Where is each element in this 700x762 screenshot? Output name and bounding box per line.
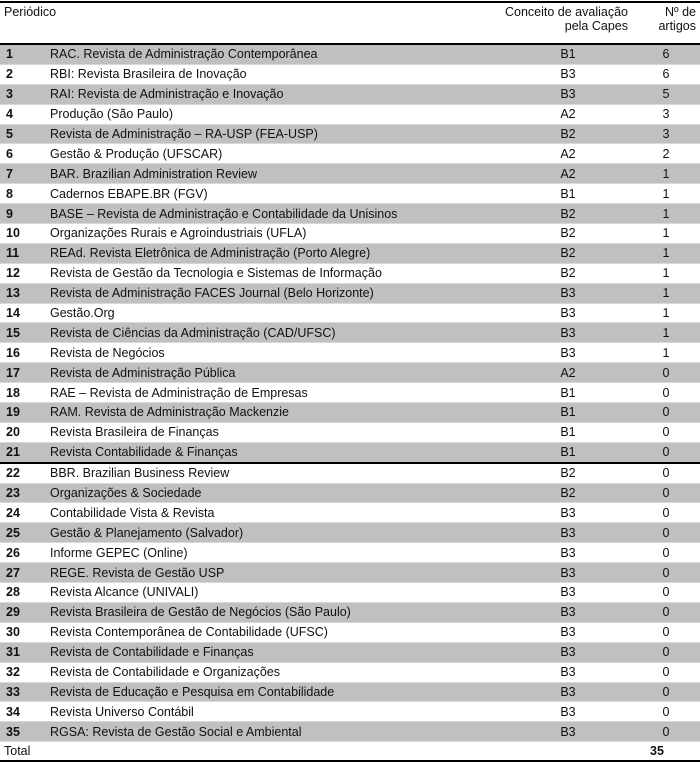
row-number: 15: [6, 325, 20, 340]
capes-rating: B2: [560, 206, 576, 221]
article-count: 1: [662, 206, 670, 221]
table-row: [0, 343, 700, 363]
capes-rating: B3: [560, 565, 576, 580]
capes-rating: B1: [560, 47, 576, 62]
table-row: [0, 602, 700, 622]
table-row: [0, 204, 700, 224]
journal-name: Revista Contemporânea de Contabilidade (UFSC): [50, 625, 328, 640]
row-number: 12: [6, 266, 20, 281]
table-row: [0, 682, 700, 702]
capes-rating: B3: [560, 67, 576, 82]
table-row: [0, 104, 700, 124]
capes-rating: B3: [560, 684, 576, 699]
row-number: 27: [6, 565, 20, 580]
table-row: [0, 44, 700, 64]
total-row: [0, 742, 700, 762]
capes-rating: B3: [560, 345, 576, 360]
capes-rating: B3: [560, 605, 576, 620]
journal-name: Revista Universo Contábil: [50, 704, 194, 719]
article-count: 6: [662, 47, 670, 62]
table-row: [0, 303, 700, 323]
table-row: [0, 523, 700, 543]
journal-name: Revista de Administração Pública: [50, 365, 236, 380]
article-count: 1: [662, 226, 670, 241]
article-count: 3: [662, 127, 670, 141]
row-number: 20: [6, 425, 20, 440]
capes-rating: B1: [560, 445, 576, 460]
table-row: [0, 84, 700, 104]
journal-name: Produção (São Paulo): [50, 107, 173, 122]
row-number: 35: [6, 724, 20, 739]
row-number: 33: [6, 684, 20, 699]
row-number: 2: [6, 67, 13, 82]
article-count: 1: [662, 186, 670, 201]
capes-rating: B3: [560, 645, 576, 660]
journal-name: RAC. Revista de Administração Contemporânea: [50, 47, 318, 62]
table-row: [0, 622, 700, 642]
journal-name: RAE – Revista de Administração de Empresas: [50, 385, 308, 400]
row-number: 13: [6, 286, 20, 301]
table-row: [0, 563, 700, 583]
row-number: 18: [6, 385, 20, 400]
article-count: 6: [662, 67, 670, 82]
row-number: 29: [6, 605, 20, 620]
article-count: 1: [662, 325, 670, 340]
journal-name: RGSA: Revista de Gestão Social e Ambiental: [50, 724, 302, 739]
capes-rating: B2: [560, 266, 576, 281]
row-number: 11: [6, 246, 20, 261]
row-number: 14: [6, 306, 20, 321]
header-conceito-line1: Conceito de avaliação: [505, 5, 628, 19]
article-count: 5: [662, 87, 670, 102]
journal-name: Gestão.Org: [50, 306, 115, 321]
journal-name: Revista de Negócios: [50, 345, 165, 360]
table-row: [0, 543, 700, 563]
capes-rating: B3: [560, 704, 576, 719]
capes-rating: B2: [560, 246, 576, 261]
capes-rating: B2: [560, 226, 576, 241]
table-row: [0, 243, 700, 263]
capes-rating: B1: [560, 425, 576, 440]
article-count: 1: [662, 266, 670, 281]
capes-rating: B2: [560, 486, 576, 501]
table-row: [0, 403, 700, 423]
article-count: 0: [662, 605, 670, 620]
row-number: 6: [6, 146, 13, 161]
table-row: [0, 64, 700, 84]
article-count: 1: [662, 306, 670, 321]
article-count: 0: [662, 625, 670, 640]
row-number: 10: [6, 226, 20, 241]
journal-name: Revista de Administração FACES Journal (Belo Horizonte): [50, 286, 374, 301]
journal-name: Gestão & Planejamento (Salvador): [50, 525, 244, 540]
header-periodico: Periódico: [4, 5, 57, 19]
article-count: 0: [662, 466, 670, 481]
article-count: 0: [662, 405, 670, 420]
journal-name: BAR. Brazilian Administration Review: [50, 166, 258, 181]
journal-name: Revista Contabilidade & Finanças: [50, 445, 238, 460]
table-row: [0, 583, 700, 603]
article-count: 0: [662, 486, 670, 501]
capes-rating: B3: [560, 625, 576, 640]
article-count: 1: [662, 166, 670, 181]
row-number: 24: [6, 505, 20, 520]
row-number: 22: [6, 466, 20, 481]
journal-name: Revista de Ciências da Administração (CAD/UFSC): [50, 325, 336, 340]
table-row: [0, 383, 700, 403]
row-number: 8: [6, 186, 13, 201]
total-label: Total: [4, 744, 31, 759]
journal-name: Revista de Educação e Pesquisa em Contabilidade: [50, 684, 335, 699]
table-row: [0, 323, 700, 343]
table-row: [0, 363, 700, 383]
table-row: [0, 164, 700, 184]
table-row: [0, 144, 700, 164]
journal-name: Revista Brasileira de Gestão de Negócios (São Paulo): [50, 605, 351, 620]
capes-rating: A2: [560, 146, 576, 161]
journal-name: Revista de Gestão da Tecnologia e Sistemas de Informação: [50, 266, 382, 281]
article-count: 0: [662, 684, 670, 699]
table-row: [0, 702, 700, 722]
row-number: 30: [6, 625, 20, 640]
table-row: [0, 263, 700, 283]
article-count: 0: [662, 545, 670, 560]
capes-rating: B1: [560, 385, 576, 400]
journal-name: Contabilidade Vista & Revista: [50, 505, 215, 520]
article-count: 0: [662, 525, 670, 540]
journal-name: BASE – Revista de Administração e Contabilidade da Unisinos: [50, 206, 398, 221]
article-count: 0: [662, 445, 670, 460]
table-row: [0, 463, 700, 483]
journal-name: Organizações Rurais e Agroindustriais (UFLA): [50, 226, 307, 241]
journal-name: Revista de Contabilidade e Organizações: [50, 665, 280, 680]
row-number: 16: [6, 345, 20, 360]
journal-name: RAM. Revista de Administração Mackenzie: [50, 405, 289, 420]
capes-rating: B3: [560, 665, 576, 680]
article-count: 0: [662, 704, 670, 719]
total-value: 35: [650, 744, 664, 759]
article-count: 0: [662, 425, 670, 440]
capes-rating: B3: [560, 87, 576, 102]
article-count: 0: [662, 505, 670, 520]
article-count: 2: [662, 146, 670, 161]
row-number: 4: [6, 107, 13, 122]
capes-rating: B2: [560, 127, 576, 141]
journal-name: Informe GEPEC (Online): [50, 545, 188, 560]
table-row: [0, 503, 700, 523]
capes-rating: B1: [560, 405, 576, 420]
table-row: [0, 422, 700, 442]
article-count: 0: [662, 565, 670, 580]
header-artigos-line1: Nº de: [665, 5, 696, 19]
row-number: 23: [6, 486, 20, 501]
journal-name: Gestão & Produção (UFSCAR): [50, 146, 223, 161]
journal-name: RBI: Revista Brasileira de Inovação: [50, 67, 247, 82]
journal-name: Revista Brasileira de Finanças: [50, 425, 219, 440]
row-number: 9: [6, 206, 13, 221]
header-conceito: [458, 2, 632, 44]
row-number: 7: [6, 166, 13, 181]
row-number: 3: [6, 87, 13, 102]
article-count: 0: [662, 645, 670, 660]
capes-rating: B3: [560, 306, 576, 321]
header-artigos-line2: artigos: [658, 19, 696, 33]
table-row: [0, 722, 700, 742]
article-count: 0: [662, 665, 670, 680]
journal-name: REAd. Revista Eletrônica de Administração (Porto Alegre): [50, 246, 371, 261]
journal-name: Revista de Administração – RA-USP (FEA-USP): [50, 127, 318, 141]
capes-rating: B3: [560, 505, 576, 520]
journal-name: Organizações & Sociedade: [50, 486, 202, 501]
row-number: 32: [6, 665, 20, 680]
article-count: 3: [662, 107, 670, 122]
row-number: 1: [6, 47, 13, 62]
capes-rating: B3: [560, 325, 576, 340]
journal-name: BBR. Brazilian Business Review: [50, 466, 230, 481]
article-count: 1: [662, 286, 670, 301]
article-count: 1: [662, 246, 670, 261]
table-row: [0, 124, 700, 144]
row-number: 5: [6, 127, 13, 141]
row-number: 19: [6, 405, 20, 420]
row-number: 21: [6, 445, 20, 460]
row-number: 26: [6, 545, 20, 560]
row-number: 25: [6, 525, 20, 540]
journal-name: Revista Alcance (UNIVALI): [50, 585, 199, 600]
capes-rating: B2: [560, 466, 576, 481]
table-row: [0, 483, 700, 503]
row-number: 34: [6, 704, 20, 719]
capes-rating: A2: [560, 107, 576, 122]
capes-rating: B3: [560, 585, 576, 600]
table-row: [0, 283, 700, 303]
article-count: 0: [662, 385, 670, 400]
table-row: [0, 642, 700, 662]
table-row: [0, 184, 700, 204]
journals-table: [0, 1, 700, 762]
capes-rating: B3: [560, 525, 576, 540]
capes-rating: B3: [560, 545, 576, 560]
journal-name: Cadernos EBAPE.BR (FGV): [50, 186, 208, 201]
table-row: [0, 224, 700, 244]
journal-name: RAI: Revista de Administração e Inovação: [50, 87, 284, 102]
row-number: 31: [6, 645, 20, 660]
row-number: 17: [6, 365, 20, 380]
journal-name: REGE. Revista de Gestão USP: [50, 565, 225, 580]
row-number: 28: [6, 585, 20, 600]
article-count: 0: [662, 365, 670, 380]
table-row: [0, 662, 700, 682]
journal-name: Revista de Contabilidade e Finanças: [50, 645, 254, 660]
article-count: 0: [662, 724, 670, 739]
table-row: [0, 442, 700, 462]
header-row: [0, 2, 700, 44]
capes-rating: A2: [560, 166, 576, 181]
header-conceito-line2: pela Capes: [564, 19, 628, 33]
article-count: 1: [662, 345, 670, 360]
capes-rating: A2: [560, 365, 576, 380]
capes-rating: B1: [560, 186, 576, 201]
capes-rating: B3: [560, 724, 576, 739]
article-count: 0: [662, 585, 670, 600]
header-artigos: [632, 2, 700, 44]
capes-rating: B3: [560, 286, 576, 301]
